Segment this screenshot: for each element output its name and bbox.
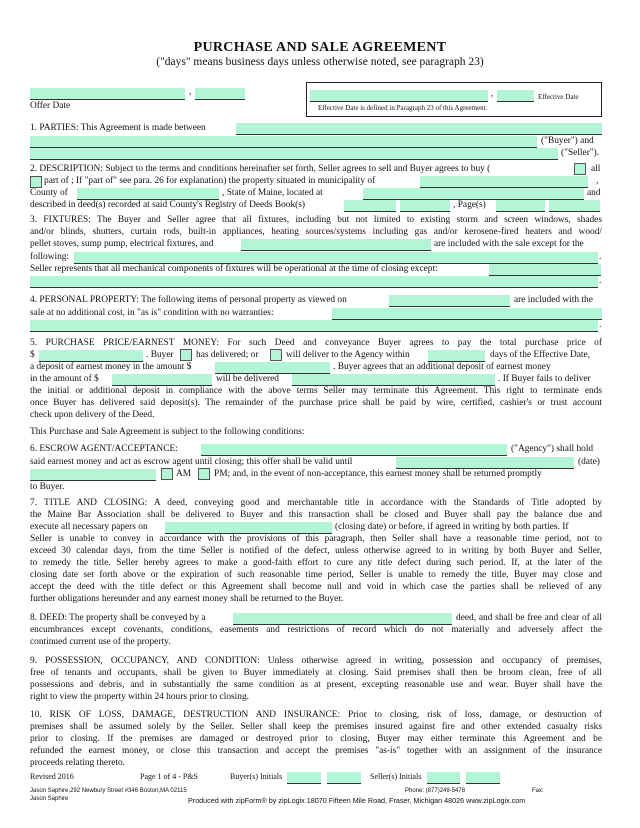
possession-line-1: 9. POSSESSION, OCCUPANCY, AND CONDITION: Unless otherwise agreed in writing, possession and occupancy of premises, <box>30 656 602 666</box>
agent-fax: Fax: <box>532 788 544 794</box>
am-checkbox[interactable] <box>161 468 173 480</box>
title-line-9: further obligations hereunder and any earnest money shall be returned to the Buyer. <box>30 594 344 604</box>
has-delivered-checkbox[interactable] <box>180 349 192 361</box>
seller-initials-field-2[interactable] <box>466 772 500 784</box>
escrow-line-2a: said earnest money and act as escrow agent until closing; this offer shall be valid until <box>30 457 353 467</box>
fixtures-line-3b: are included with the sale except for the <box>434 239 584 249</box>
risk-line-4: refunded the earnest money, or close this transaction and accept the premises "as-is" together with an assignment of the insurance <box>30 746 602 756</box>
agent-phone: Phone: (877)249-5478 <box>405 788 466 794</box>
title-line-3a: execute all necessary papers on <box>30 522 148 532</box>
valid-until-time-field[interactable] <box>30 469 156 481</box>
risk-line-3: prior to closing. If the premises are damaged or destroyed prior to closing, Buyer may either terminate this Agreement and be <box>30 734 602 744</box>
dollar-sign: $ <box>30 350 35 360</box>
description-line-1: 2. DESCRIPTION: Subject to the terms and conditions hereinafter set forth, Seller agrees to sell and Buyer agrees to buy ( <box>30 164 491 174</box>
purchase-price-line-1: 5. PURCHASE PRICE/EARNEST MONEY: For such Deed and conveyance Buyer agrees to pay the total purchase price of <box>30 338 602 348</box>
county-label: County of <box>30 188 68 198</box>
buyer-text: . Buyer <box>146 350 174 360</box>
book-field-2[interactable] <box>400 200 450 212</box>
conditions-intro: This Purchase and Sale Agreement is subject to the following conditions: <box>30 427 305 437</box>
comma: , <box>189 87 192 97</box>
title-line-3b: (closing date) or before, if agreed in writing by both parties. If <box>335 522 569 532</box>
risk-line-2: premises shall be assumed solely by the Seller. Seller shall keep the premises insured against fire and other extended casualty risks <box>30 722 602 732</box>
buyer-initials-field-1[interactable] <box>287 772 321 784</box>
escrow-line-1a: 6. ESCROW AGENT/ACCEPTANCE: <box>30 444 178 454</box>
seller-label: ("Seller"). <box>561 148 600 158</box>
viewed-on-field[interactable] <box>389 295 510 307</box>
deed-line-3: continued current use of the property. <box>30 637 171 647</box>
personal-property-line-1a: 4. PERSONAL PROPERTY: The following items of personal property as viewed on <box>30 295 347 305</box>
dot: . <box>599 276 602 286</box>
am-label: AM <box>176 469 192 479</box>
purchase-price-line-7: check upon delivery of the Deed. <box>30 410 155 420</box>
mechanical-exceptions-field-1[interactable] <box>489 264 601 276</box>
seller-initials-label: Seller(s) Initials <box>370 772 422 781</box>
title-line-6: to remedy the title. Seller hereby agrees to make a good-faith effort to cure any title defect during such period. If, at the later of the <box>30 558 602 568</box>
deed-line-1b: deed, and shall be free and clear of all <box>456 613 602 623</box>
parties-field-1[interactable] <box>236 123 602 135</box>
effective-date-label: Effective Date <box>538 93 579 101</box>
has-delivered-label: has delivered; or <box>196 350 259 360</box>
personal-property-field-1[interactable] <box>332 308 602 320</box>
risk-line-5: proceeds relating thereto. <box>30 758 126 768</box>
agent-name: Jason Saphire <box>30 796 69 802</box>
deed-line-2: encumbrances except covenants, conditions, easements and restrictions of record which do not materially and adversely affect the <box>30 625 602 635</box>
produced-by: Produced with zipForm® by zipLogix 18070 Fifteen Mile Road, Fraser, Michigan 48026 www.zipLogix.com <box>188 796 526 805</box>
all-label: all <box>591 164 601 174</box>
effective-date-note: Effective Date is defined in Paragraph 23 of this Agreement. <box>318 104 488 112</box>
and-label: and <box>587 188 601 198</box>
personal-property-field-2[interactable] <box>30 320 598 332</box>
dot: . <box>599 320 602 330</box>
possession-line-3: possessions and debris, and in substantially the same condition as at present, excepting reasonable use and wear. Buyer shall have the <box>30 680 602 690</box>
municipality-field[interactable] <box>420 176 588 188</box>
fixtures-line-3a: pellet stoves, sump pump, electrical fixtures, and <box>30 239 214 249</box>
buyer-initials-label: Buyer(s) Initials <box>230 772 283 781</box>
title-line-1: 7. TITLE AND CLOSING: A deed, conveying good and merchantable title in accordance with the Standards of Title adopted by <box>30 498 602 508</box>
mechanical-exceptions-field-2[interactable] <box>30 276 598 288</box>
page-number: Page 1 of 4 - P&S <box>140 772 198 781</box>
pages-label: , Page(s) <box>453 200 486 210</box>
deed-label: described in deed(s) recorded at said County's Registry of Deeds Book(s) <box>30 200 306 210</box>
possession-line-2: free of tenants and occupants, shall be given to Buyer immediately at closing. Said premises shall then be broom clean, free of all <box>30 668 602 678</box>
deed-line-1a: 8. DEED: The property shall be conveyed by a <box>30 613 206 623</box>
agent-address: Jason Saphire,292 Newbury Street #346 Boston,MA 02115 <box>30 788 187 794</box>
title-line-2: the Maine Bar Association shall be delivered to Buyer and this transaction shall be closed and Buyer shall pay the balance due and <box>30 510 602 520</box>
personal-property-line-2: sale at no additional cost, in "as is" condition with no warranties: <box>30 308 274 318</box>
comma: , <box>596 176 599 186</box>
offer-year-field[interactable] <box>195 88 245 100</box>
parties-field-3[interactable] <box>30 148 558 160</box>
additional-deposit-text: . Buyer agrees that an additional deposit of earnest money <box>333 362 551 372</box>
pm-label: PM; and, in the event of non-acceptance, this earnest money shall be returned promptly <box>214 469 542 479</box>
page-subtitle: ("days" means business days unless otherwise noted, see paragraph 23) <box>156 56 484 68</box>
possession-line-4: right to view the property within 24 hours prior to closing. <box>30 692 249 702</box>
fixtures-included-field[interactable] <box>241 239 431 251</box>
book-field-1[interactable] <box>344 200 396 212</box>
parties-field-2[interactable] <box>30 136 537 148</box>
date-label: (date) <box>578 457 600 467</box>
offer-date-field[interactable] <box>30 88 185 100</box>
effective-date-field[interactable] <box>310 90 488 102</box>
offer-date-label: Offer Date <box>30 101 71 111</box>
will-deliver-checkbox[interactable] <box>270 349 282 361</box>
escrow-line-1b: ("Agency") shall hold <box>511 444 594 454</box>
fixtures-line-1: 3. FIXTURES: The Buyer and Seller agree that all fixtures, including but not limited to existing storm and screen windows, shades <box>30 215 602 225</box>
revised-label: Revised 2016 <box>30 772 74 781</box>
purchase-price-line-6: once Buyer has delivered said deposit(s). The remainder of the purchase price shall be paid by wire, certified, cashier's or trust account <box>30 398 602 408</box>
title-line-7: closing date set forth above or the expiration of such reasonable time period, Seller is unable to remedy the title, Buyer may close and <box>30 570 602 580</box>
following-label: following: <box>30 252 70 262</box>
purchase-price-line-5: the initial or additional deposit in compliance with the above terms Seller may terminate this Agreement. This right to terminate ends <box>30 386 602 396</box>
risk-line-1: 10. RISK OF LOSS, DAMAGE, DESTRUCTION AND INSURANCE: Prior to closing, risk of loss, damage, or destruction of <box>30 710 602 720</box>
description-line-2: part of ; If "part of" see para. 26 for explanation) the property situated in municipality of <box>44 176 376 186</box>
will-be-delivered-label: will be delivered <box>216 374 279 384</box>
seller-initials-field-1[interactable] <box>427 772 460 784</box>
will-deliver-label: will deliver to the Agency within <box>286 350 410 360</box>
deposit-label: a deposit of earnest money in the amount $ <box>30 362 192 372</box>
state-label: , State of Maine, located at <box>222 188 323 198</box>
page-field-1[interactable] <box>496 200 545 212</box>
title-line-4: Seller is unable to convey in accordance with the provisions of this paragraph, then Seller shall have a reasonable time period, not to <box>30 534 602 544</box>
fails-text: . If Buyer fails to deliver <box>498 374 591 384</box>
buyer-initials-field-2[interactable] <box>327 772 361 784</box>
page-title: PURCHASE AND SALE AGREEMENT <box>193 40 447 55</box>
title-line-8: accept the deed with the title defect or this Agreement shall become null and void in which case the parties shall be relieved of any <box>30 582 602 592</box>
personal-property-line-1b: are included with the <box>514 295 593 305</box>
parties-label: 1. PARTIES: This Agreement is made between <box>30 123 206 133</box>
title-line-5: exceed 30 calendar days, from the time Seller is notified of the defect, unless otherwise agreed to in writing by both Buyer and Seller, <box>30 546 602 556</box>
amount-label: in the amount of $ <box>30 374 99 384</box>
effective-year-field[interactable] <box>497 90 534 102</box>
to-buyer-label: to Buyer. <box>30 482 65 492</box>
all-checkbox[interactable] <box>574 163 586 175</box>
buyer-label: ("Buyer") and <box>541 136 594 146</box>
days-label: days of the Effective Date, <box>490 350 591 360</box>
dot: . <box>599 252 602 262</box>
pm-checkbox[interactable] <box>198 468 210 480</box>
fixtures-line-2: and/or blinds, shutters, curtain rods, built-in appliances, heating sources/systems including gas and/or kerosene-fired heaters and wood/ <box>30 227 602 237</box>
comma: , <box>491 89 494 99</box>
page-field-2[interactable] <box>549 200 600 212</box>
fixtures-line-5: Seller represents that all mechanical components of fixtures will be operational at the time of closing except: <box>30 264 438 274</box>
agency-field[interactable] <box>201 444 507 456</box>
